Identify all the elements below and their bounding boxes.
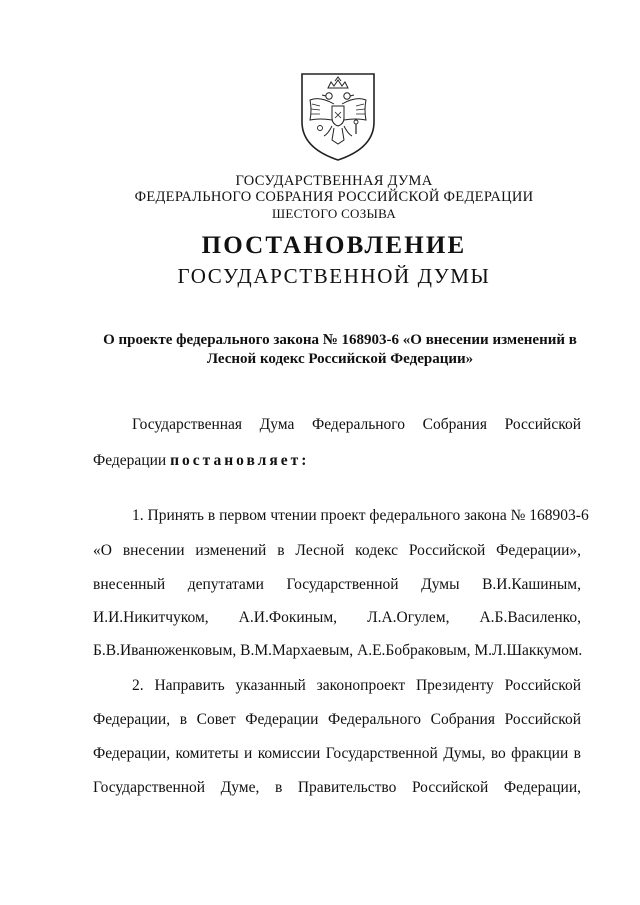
document-title: ПОСТАНОВЛЕНИЕ [201,232,467,259]
p2-line-1: 2. Направить указанный законопроект Президенту Российской [132,677,581,694]
header-line-1: ГОСУДАРСТВЕННАЯ ДУМА [235,173,433,189]
p1-line-4: И.И.Никитчуком, А.И.Фокиным, Л.А.Огулем, А.Б.Василенко, [93,609,581,626]
header-line-3: ШЕСТОГО СОЗЫВА [271,206,397,221]
p1-line-3: внесенный депутатами Государственной Думы В.И.Кашиным, [93,576,581,593]
document-subject [90,331,590,369]
header-line-2: ФЕДЕРАЛЬНОГО СОБРАНИЯ РОССИЙСКОЙ ФЕДЕРАЦИИ [134,189,534,205]
coat-of-arms-icon [298,70,378,162]
subject-line-1: О проекте федерального закона № 168903-6 «О внесении изменений в [103,332,577,348]
intro-emphasis: постановляет: [170,452,310,469]
p1-line-5: Б.В.Иванюженковым, В.М.Мархаевым, А.Е.Бобраковым, М.Л.Шаккумом. [93,642,583,659]
p2-line-4: Государственной Думе, в Правительство Российской Федерации, [93,779,581,796]
document-subtitle: ГОСУДАРСТВЕННОЙ ДУМЫ [177,264,491,288]
subject-line-2: Лесной кодекс Российской Федерации» [206,351,474,367]
p1-line-2: «О внесении изменений в Лесной кодекс Российской Федерации», [93,542,581,559]
p2-line-2: Федерации, в Совет Федерации Федерального Собрания Российской [93,711,581,728]
intro-line-2 [93,452,581,470]
intro-line-1: Государственная Дума Федерального Собрания Российской [132,416,581,433]
p1-line-1: 1. Принять в первом чтении проект федерального закона № 168903-6 [132,507,589,524]
p2-line-3: Федерации, комитеты и комиссии Государственной Думы, во фракции в [93,745,581,762]
intro-line-2-start: Федерации [93,452,167,469]
